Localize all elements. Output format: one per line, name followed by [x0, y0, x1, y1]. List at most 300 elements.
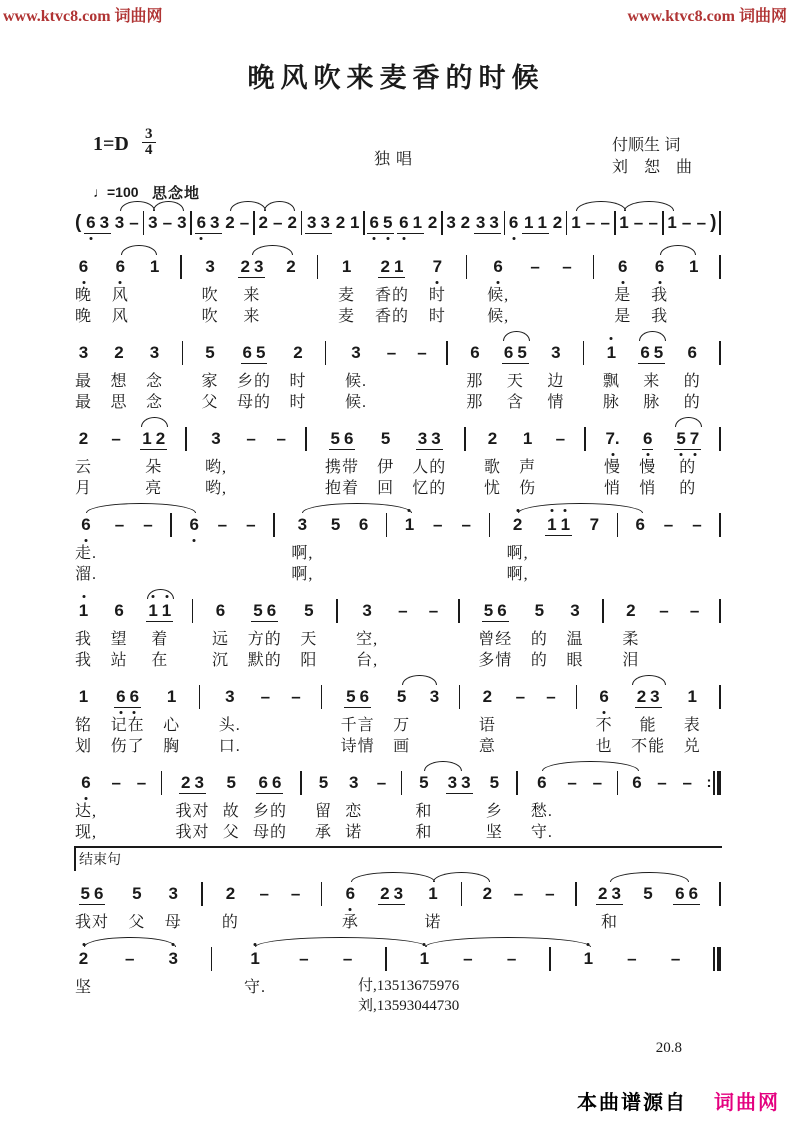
note-cell — [545, 514, 572, 536]
token — [298, 948, 310, 998]
note — [204, 257, 215, 277]
note-cell — [427, 883, 438, 905]
octave-dot-low — [133, 711, 136, 714]
token — [248, 600, 282, 671]
note-digit: 3 — [446, 213, 456, 232]
lyric: 乡的 — [236, 373, 271, 390]
note-digit: 5 — [382, 212, 393, 232]
slur-arc — [121, 245, 157, 255]
token — [464, 428, 466, 499]
note-digit: 1 — [619, 213, 629, 232]
token — [165, 883, 182, 933]
note-cell — [604, 428, 620, 450]
note-digit: 2 — [512, 515, 523, 534]
note-digit: 1 — [412, 212, 423, 232]
barline — [190, 211, 192, 235]
token — [662, 514, 674, 585]
duration-dash: – — [276, 429, 286, 448]
beam-group — [474, 213, 501, 234]
note-digit: 3 — [168, 949, 179, 968]
token — [583, 948, 594, 998]
barline — [336, 599, 338, 623]
note-cell — [397, 600, 409, 622]
note — [239, 257, 250, 277]
token-row — [74, 871, 722, 933]
note-cell — [241, 342, 268, 364]
note-cell — [78, 600, 89, 622]
lyric: 和 — [600, 914, 618, 931]
token — [639, 428, 656, 499]
note-cell — [529, 256, 541, 278]
note — [653, 343, 664, 363]
beam-group — [378, 884, 405, 905]
token — [300, 600, 317, 671]
note-cell — [204, 342, 215, 364]
note-cell — [446, 342, 448, 364]
duration-dash: – — [555, 429, 566, 448]
note-cell — [464, 428, 466, 450]
note — [688, 884, 699, 904]
slur-arc — [264, 201, 295, 211]
note — [80, 773, 91, 793]
note-digit: 2 — [552, 213, 563, 232]
note-cell — [544, 883, 556, 905]
token — [163, 686, 180, 757]
note-cell — [345, 883, 356, 905]
lyric: 承 — [341, 914, 359, 931]
note-cell — [305, 428, 307, 450]
token — [566, 212, 568, 241]
slur-arc — [576, 201, 626, 211]
note-digit: 2 — [482, 687, 493, 706]
lyric: 伤了 — [110, 738, 145, 755]
lyric: 父 — [201, 394, 219, 411]
lyric: 心 — [163, 717, 181, 734]
duration-dash: – — [111, 429, 121, 448]
token — [161, 212, 173, 241]
barline — [201, 882, 203, 906]
note-digit: 5 — [304, 601, 314, 620]
note — [419, 949, 430, 969]
token — [110, 428, 122, 499]
token — [325, 428, 359, 499]
octave-dot-low — [200, 237, 203, 240]
token — [321, 686, 323, 757]
slur-arc — [86, 503, 196, 513]
barline — [401, 771, 403, 795]
duration-dash: – — [398, 601, 408, 620]
note — [382, 213, 393, 233]
note-digit: 6 — [640, 342, 650, 362]
note-digit: 5 — [396, 687, 407, 706]
note-cell — [210, 428, 221, 450]
token — [222, 883, 239, 933]
lyric: 不能 — [631, 738, 666, 755]
lyric: 候. — [344, 394, 367, 411]
lyric: 承 — [314, 824, 332, 841]
note-digit: 1 — [537, 212, 547, 232]
lyric: 香的 — [374, 287, 409, 304]
token — [691, 514, 703, 585]
note-cell — [719, 212, 721, 234]
lyric: 恋 — [345, 803, 363, 820]
note — [114, 213, 125, 233]
note-cell — [458, 600, 460, 622]
note-cell — [290, 686, 302, 708]
duration-dash: – — [162, 213, 173, 232]
note-cell — [185, 428, 187, 450]
note-cell — [617, 514, 619, 536]
token — [253, 212, 255, 241]
note-cell — [512, 883, 524, 905]
note-digit: 5 — [676, 428, 686, 448]
slur-arc — [153, 201, 184, 211]
note-cell — [176, 212, 187, 234]
lyric: 悄 — [639, 480, 657, 497]
duration-dash: – — [696, 213, 707, 232]
note — [445, 213, 456, 233]
note — [427, 213, 438, 233]
slur-arc — [120, 201, 155, 211]
note-digit: 2 — [626, 601, 636, 620]
note-cell — [429, 686, 440, 708]
token — [710, 212, 716, 241]
duration-dash: – — [513, 884, 524, 903]
token — [170, 514, 172, 585]
note-cell — [516, 772, 518, 794]
barline — [583, 341, 585, 365]
note-digit: 2 — [335, 213, 346, 232]
lyric: 眼 — [566, 652, 584, 669]
open-paren: ( — [75, 212, 82, 233]
note — [552, 213, 563, 233]
lyric: 我 — [75, 652, 93, 669]
barline — [385, 947, 387, 971]
note-cell — [273, 514, 275, 536]
note-digit: 3 — [253, 256, 264, 276]
duration-dash: – — [114, 515, 125, 534]
note-digit: 3 — [177, 213, 187, 232]
note-cell — [626, 948, 638, 970]
lyric: 月 — [75, 480, 93, 497]
token — [345, 342, 367, 413]
note-cell — [591, 772, 603, 794]
lyric: 默的 — [247, 652, 282, 669]
note-cell — [146, 600, 173, 622]
lyric: 来 — [643, 373, 661, 390]
note-cell — [128, 212, 140, 234]
token — [462, 948, 474, 998]
beam-group — [482, 601, 509, 622]
token — [635, 514, 646, 585]
barline — [464, 427, 466, 451]
lyric: 的 — [683, 394, 701, 411]
token — [508, 212, 519, 241]
barline — [273, 513, 275, 537]
token — [626, 948, 638, 998]
note — [147, 213, 158, 233]
note — [618, 213, 629, 233]
token — [401, 772, 403, 843]
note-cell — [710, 212, 716, 234]
note-digit: 7. — [605, 429, 620, 448]
note-digit: 6 — [343, 428, 354, 448]
lyric: 风 — [111, 308, 129, 325]
note-cell — [341, 256, 352, 278]
note-digit: 1 — [428, 884, 438, 903]
lyric: 达, — [75, 803, 98, 820]
note-digit: 3 — [148, 213, 158, 232]
time-signature-denominator: 4 — [145, 142, 153, 158]
note-cell — [385, 948, 387, 970]
token — [75, 772, 97, 843]
token — [593, 256, 595, 327]
note-digit: 3 — [489, 212, 499, 232]
barline — [719, 599, 721, 623]
note-digit: 5 — [330, 428, 340, 448]
lyric: 多情 — [478, 652, 513, 669]
slur-arc — [230, 201, 266, 211]
note-digit: 1 — [687, 687, 697, 706]
token-row — [74, 330, 722, 413]
note — [350, 343, 361, 363]
token — [719, 212, 721, 241]
note-digit: 6 — [618, 257, 628, 276]
lyric: 抱着 — [324, 480, 359, 497]
lyric: 诺 — [345, 824, 363, 841]
lyric: 守. — [530, 824, 553, 841]
contact-info — [358, 976, 459, 1016]
token — [570, 212, 581, 241]
token — [182, 342, 184, 413]
contact-line-1: 付,13513675976 — [358, 978, 460, 994]
token — [245, 514, 257, 585]
lyric: 兑 — [683, 738, 701, 755]
duration-dash: – — [432, 515, 443, 534]
note-digit: 3 — [475, 212, 486, 232]
token — [188, 514, 199, 585]
token — [681, 772, 693, 843]
note — [149, 257, 160, 277]
duration-dash: – — [682, 773, 692, 792]
barline — [719, 211, 721, 235]
note-cell — [363, 212, 365, 234]
note-cell — [256, 772, 283, 794]
barline — [602, 599, 604, 623]
token — [479, 686, 496, 757]
barline — [305, 427, 307, 451]
lyric: 念 — [146, 373, 164, 390]
note — [636, 687, 647, 707]
note — [341, 257, 352, 277]
barline — [504, 211, 506, 235]
lyric: 时 — [428, 287, 446, 304]
token-row — [74, 588, 722, 671]
note — [610, 884, 621, 904]
score-line — [74, 674, 722, 757]
note-digit: 6 — [78, 257, 89, 276]
note-cell — [614, 212, 616, 234]
duration-dash: – — [670, 949, 681, 968]
lyric: 时 — [289, 373, 307, 390]
token — [561, 256, 573, 327]
note-digit: 6 — [503, 342, 514, 362]
note-digit: 6 — [215, 601, 226, 620]
note — [176, 213, 187, 233]
composer-credit: 刘 恕 曲 — [611, 159, 692, 176]
note — [99, 213, 110, 233]
barline — [363, 211, 365, 235]
octave-dot-high — [165, 595, 168, 598]
token-row — [74, 244, 722, 327]
token — [484, 428, 501, 499]
token — [547, 342, 564, 413]
duration-dash: – — [515, 687, 526, 706]
note-cell — [446, 772, 473, 794]
note-cell — [688, 256, 699, 278]
note — [635, 515, 646, 535]
token — [460, 212, 471, 241]
beam-group — [195, 213, 222, 234]
octave-dot-low — [89, 237, 92, 240]
note-digit: 6 — [115, 257, 126, 276]
note-cell — [78, 948, 89, 970]
token — [706, 772, 721, 843]
slur-arc — [351, 872, 435, 882]
note — [617, 257, 628, 277]
note — [306, 213, 317, 233]
note-digit: 1 — [404, 515, 415, 534]
lyric: 哟, — [204, 480, 227, 497]
octave-dot-high — [516, 509, 519, 512]
token-row — [74, 502, 722, 585]
octave-dot-low — [512, 237, 515, 240]
slur-arc — [632, 675, 666, 685]
note — [492, 257, 503, 277]
token — [128, 212, 140, 241]
note-digit: 1 — [250, 949, 260, 968]
lyric: 想 — [110, 373, 128, 390]
lyric: 留 — [314, 803, 332, 820]
token — [305, 212, 332, 241]
token — [149, 256, 160, 327]
note — [330, 515, 341, 535]
note-digit: 2 — [180, 772, 191, 792]
note-cell — [195, 212, 222, 234]
slur-arc — [518, 503, 643, 513]
octave-dot-high — [423, 943, 426, 946]
lyric: 在 — [151, 652, 169, 669]
note-cell — [305, 212, 332, 234]
note-digit: 6 — [129, 686, 140, 706]
lyric: 的 — [530, 631, 548, 648]
note-cell — [635, 514, 646, 536]
note-cell — [192, 600, 194, 622]
note-cell — [80, 514, 91, 536]
note-cell — [378, 883, 405, 905]
note — [570, 213, 581, 233]
note-digit: 3 — [611, 883, 621, 903]
lyric: 空, — [356, 631, 379, 648]
note-cell — [673, 883, 700, 905]
note-cell — [584, 212, 596, 234]
token — [602, 600, 604, 671]
note — [489, 773, 500, 793]
note — [503, 343, 514, 363]
slur-arc — [542, 761, 639, 771]
note-cell — [419, 948, 430, 970]
token — [566, 772, 578, 843]
note-cell — [143, 212, 145, 234]
lyric: 乡 — [485, 803, 503, 820]
token — [618, 212, 629, 241]
token — [147, 212, 158, 241]
note-cell — [656, 772, 668, 794]
barline — [614, 211, 616, 235]
note — [131, 884, 142, 904]
note-digit: 6 — [345, 884, 356, 903]
duration-dash: – — [129, 213, 139, 232]
note-cell — [344, 686, 371, 708]
token — [589, 514, 600, 585]
octave-dot-high — [82, 595, 85, 598]
note-cell — [190, 212, 192, 234]
note-digit: 3 — [348, 773, 359, 792]
token — [315, 772, 332, 843]
note-cell — [593, 256, 595, 278]
duration-dash: – — [692, 515, 702, 534]
note — [209, 213, 220, 233]
token — [272, 212, 284, 241]
barline — [516, 771, 518, 795]
note-cell — [504, 212, 506, 234]
octave-dot-high — [152, 595, 155, 598]
token — [75, 600, 92, 671]
token — [75, 883, 109, 933]
token — [529, 256, 541, 327]
note-digit: 3 — [417, 428, 428, 448]
token — [201, 883, 203, 933]
note-cell — [695, 212, 707, 234]
note-digit: 6 — [635, 515, 645, 534]
note — [167, 884, 178, 904]
lyric: 情 — [547, 394, 565, 411]
note-cell — [617, 256, 628, 278]
note-digit: 3 — [168, 884, 178, 903]
note — [649, 687, 660, 707]
note-cell — [303, 600, 314, 622]
lyric: 柔 — [622, 631, 640, 648]
token — [567, 600, 584, 671]
note-cell — [404, 514, 415, 536]
token — [603, 342, 620, 413]
note — [430, 429, 441, 449]
note-cell — [662, 212, 664, 234]
note-cell — [245, 514, 257, 536]
token — [507, 514, 529, 585]
note-digit: 6 — [369, 212, 379, 232]
note — [482, 687, 493, 707]
note-cell — [300, 772, 302, 794]
token — [719, 342, 721, 413]
token — [688, 256, 699, 327]
note — [343, 429, 354, 449]
token — [143, 212, 145, 241]
note-digit: 7 — [689, 428, 700, 448]
note-digit: 1 — [560, 514, 571, 534]
note-cell — [625, 600, 636, 622]
note-digit: 1 — [606, 343, 617, 362]
